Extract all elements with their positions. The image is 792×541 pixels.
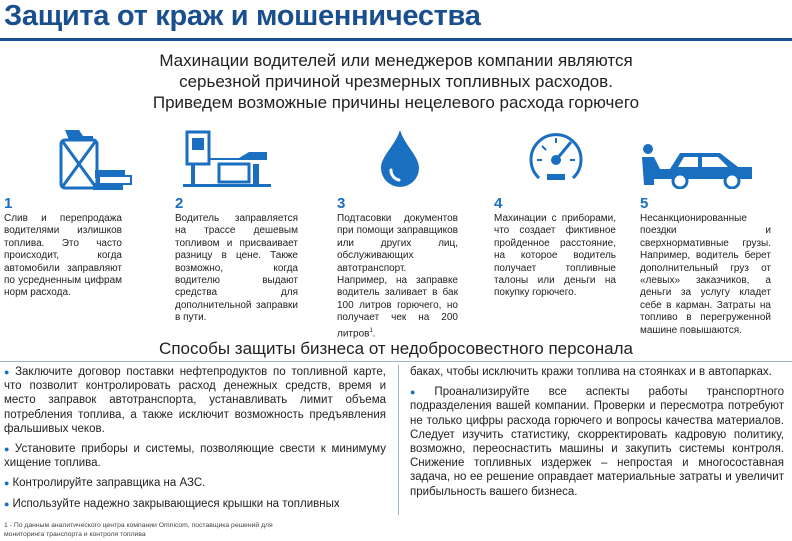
- intro-text: [40, 50, 752, 113]
- car-repair-icon: [636, 133, 756, 189]
- cause-text: Водитель заправляется на трассе дешевым топливом и присваивает разницу в цене. Также возможно, когда водителю выдают средства для дополнительной заправки в пути.: [175, 213, 298, 324]
- title-rule: [0, 38, 792, 41]
- fuel-canister-icon: [55, 128, 135, 192]
- cause-3: [337, 196, 458, 340]
- column-divider: [398, 365, 399, 515]
- measure-text: Заключите договор поставки нефтепродуктов по топливной карте, что позволит контролировать расход денежных средств, время и место заправок автотранспорта, устанавливать лимит объема потребления топлива, а также исключит возможность предъявления фальшивых чеков.: [4, 366, 387, 435]
- measure-item: [4, 497, 386, 511]
- cause-text-end: .: [372, 327, 376, 339]
- footnote-marker: 1: [369, 327, 373, 334]
- intro-line: Махинации водителей или менеджеров компании являются: [159, 51, 633, 70]
- fuel-drop-icon: [377, 128, 423, 190]
- cause-text: Слив и перепродажа водителями излишков топлива. Это часто происходит, когда автомобили заправляют по усредненным цифрам норм расхода.: [4, 213, 122, 299]
- measure-text: Установите приборы и системы, позволяющие свести к минимуму хищение топлива.: [4, 443, 386, 470]
- intro-line: Приведем возможные причины нецелевого расхода горючего: [152, 93, 640, 112]
- cause-text: Несанкционированные поездки и сверхнормативные грузы. Например, водитель берет дополнительный груз от «левых» заказчиков, а деньги за услугу кладет себе в карман. Затраты на топливо в перегруженной машине повышаются.: [640, 213, 771, 336]
- bullet-icon: ●: [4, 367, 13, 377]
- gas-station-icon: [183, 128, 271, 188]
- gauge-icon: [527, 128, 585, 188]
- measure-item: [410, 385, 784, 499]
- measure-item: [4, 476, 386, 490]
- cause-number: 3: [337, 195, 346, 212]
- cause-1: [4, 196, 122, 300]
- measure-continuation: баках, чтобы исключить кражи топлива на стоянках и в автопарках.: [410, 366, 772, 378]
- measure-text: Контролируйте заправщика на АЗС.: [12, 477, 206, 490]
- measures-rule: [0, 361, 792, 362]
- bullet-icon: ●: [4, 478, 10, 489]
- page-title: Защита от краж и мошенничества: [4, 0, 481, 32]
- cause-5: [640, 196, 771, 337]
- intro-line: серьезной причиной чрезмерных топливных расходов.: [179, 72, 613, 91]
- measure-text: Используйте надежно закрывающиеся крышки на топливных: [12, 497, 340, 510]
- cause-number: 5: [640, 195, 649, 212]
- cause-text-body: Подтасовки документов при помощи заправщиков или других лиц, обслуживающих автотранспорт. Например, на заправке водитель заливает в бак 100 литров горючего, но получает чек на 200 литров: [337, 213, 458, 339]
- measures-left: [4, 365, 386, 517]
- cause-text: Махинации с приборами, что создает фиктивное пройденное расстояние, на которое водитель получает топливные талоны или деньги на покупку горючего.: [494, 213, 616, 299]
- measures-right: [410, 365, 784, 505]
- cause-2: [175, 196, 298, 325]
- cause-4: [494, 196, 616, 300]
- bullet-icon: ●: [4, 444, 12, 455]
- measure-item: [4, 365, 386, 436]
- measures-title: Способы защиты бизнеса от недобросовестного персонала: [159, 339, 633, 358]
- cause-number: 2: [175, 195, 184, 212]
- cause-number: 1: [4, 195, 13, 212]
- bullet-icon: ●: [4, 498, 10, 509]
- bullet-icon: ●: [410, 387, 432, 398]
- cause-number: 4: [494, 195, 503, 212]
- footnote: 1 - По данным аналитического центра компании Omnicom, поставщика решений для мониторинга транспорта и контроля топлива: [4, 522, 273, 538]
- measure-text: Проанализируйте все аспекты работы транспортного подразделения вашей компании. Проверки и пересмотра потребуют не только цифры расхода горючего и вопросы качества материалов. Следует изучить статистику, скорректировать кадровую политику, возможно, переоснастить машины и закупить системы контроля. Снижение топливных издержек – непростая и многосоставная задача, но ее решение оправдает материальные затраты и увеличит прибыльность вашего бизнеса.: [410, 386, 785, 498]
- measure-item: [4, 442, 386, 470]
- cause-text: [337, 213, 458, 340]
